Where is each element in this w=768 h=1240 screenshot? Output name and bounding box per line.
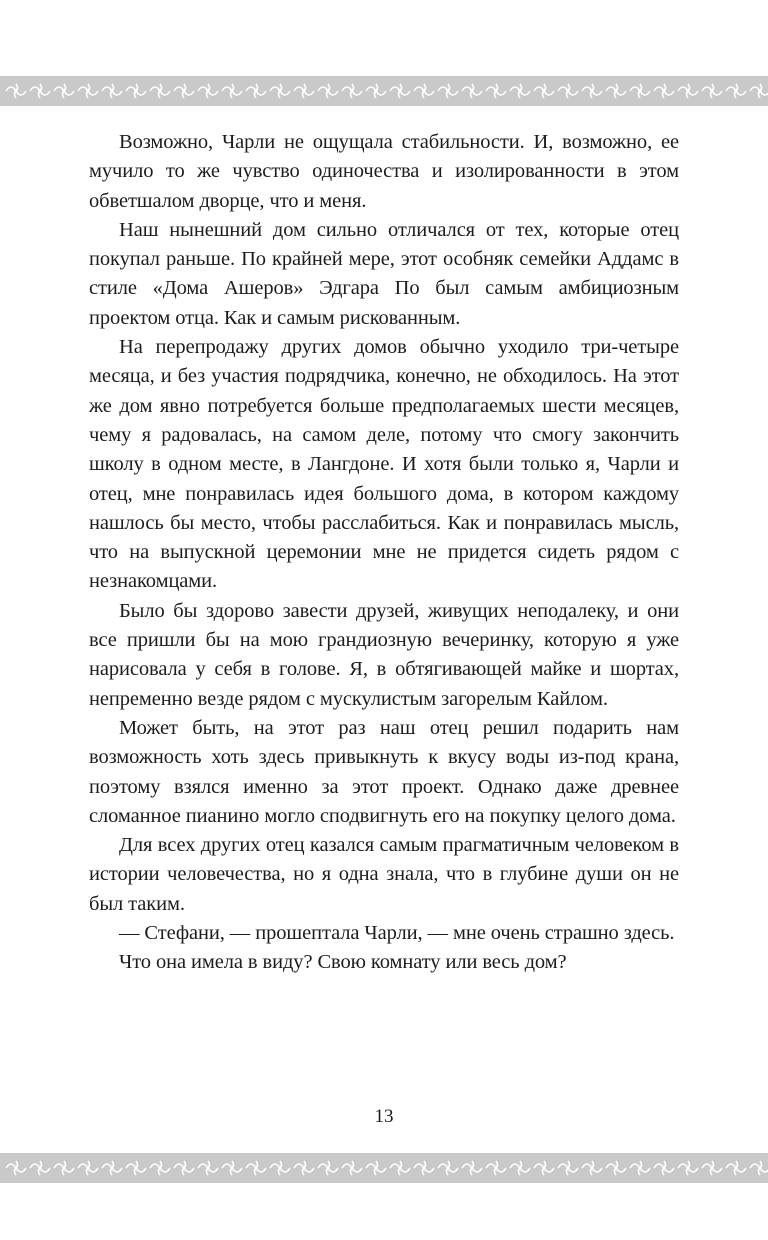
ornament-motif xyxy=(318,1161,338,1175)
ornament-motif xyxy=(222,84,242,98)
ornament-motif xyxy=(438,1161,458,1175)
ornament-motif xyxy=(222,1161,242,1175)
ornament-motif xyxy=(270,84,290,98)
ornament-motif xyxy=(102,84,122,98)
paragraph-6: Для всех других отец казался самым прагматичным человеком в истории человечества, но я одна знала, что в глубине души он не был таким. xyxy=(89,834,679,915)
ornament-motif xyxy=(630,84,650,98)
page-text xyxy=(89,128,679,978)
ornament-motif xyxy=(678,84,698,98)
ornament-motif xyxy=(702,1161,722,1175)
paragraph-3: На перепродажу других домов обычно уходило три-четыре месяца, и без участия подрядчика, конечно, не обходилось. На этот же дом явно потребуется больше предполагаемых шести месяцев, чему я радовалась, на самом деле, потому что смогу закончить школу в одном месте, в Лангдоне. И хотя были только я, Чарли и отец, мне понравилась идея большого дома, в котором каждому нашлось бы место, чтобы расслабиться. Как и понравилась мысль, что на выпускной церемонии мне не придется сидеть рядом с незнакомцами. xyxy=(89,336,679,593)
ornament-motif xyxy=(6,84,26,98)
ornament-motif xyxy=(30,1161,50,1175)
ornament-motif xyxy=(246,84,266,98)
ornament-motif xyxy=(390,1161,410,1175)
ornament-motif xyxy=(54,84,74,98)
ornament-motif xyxy=(462,1161,482,1175)
ornament-motif xyxy=(750,1161,768,1175)
ornament-motif xyxy=(654,1161,674,1175)
ornament-motif xyxy=(726,84,746,98)
ornament-pattern-top xyxy=(0,76,768,106)
ornament-motif xyxy=(126,1161,146,1175)
ornament-motif xyxy=(414,84,434,98)
ornament-motif xyxy=(54,1161,74,1175)
ornament-motif xyxy=(606,1161,626,1175)
ornament-motif xyxy=(510,84,530,98)
ornament-motif xyxy=(558,1161,578,1175)
ornament-motif xyxy=(726,1161,746,1175)
ornament-motif xyxy=(534,84,554,98)
bottom-ornament-border xyxy=(0,1153,768,1183)
paragraph-1: Возможно, Чарли не ощущала стабильности. И, возможно, ее мучило то же чувство одиночества и изолированности в этом обветшалом дворце, что и меня. xyxy=(89,131,679,212)
ornament-motif xyxy=(438,84,458,98)
ornament-motif xyxy=(510,1161,530,1175)
ornament-pattern-bottom xyxy=(0,1153,768,1183)
ornament-motif xyxy=(678,1161,698,1175)
ornament-motif xyxy=(198,84,218,98)
paragraph-7: — Стефани, — прошептала Чарли, — мне очень страшно здесь. xyxy=(119,922,675,945)
paragraph-4: Было бы здорово завести друзей, живущих неподалеку, и они все пришли бы на мою грандиозную вечеринку, которую я уже нарисовала у себя в голове. Я, в обтягивающей майке и шортах, непременно везде рядом с мускулистым загорелым Кайлом. xyxy=(89,599,679,710)
ornament-motif xyxy=(294,1161,314,1175)
ornament-motif xyxy=(630,1161,650,1175)
ornament-motif xyxy=(654,84,674,98)
ornament-motif xyxy=(486,1161,506,1175)
ornament-motif xyxy=(30,84,50,98)
ornament-motif xyxy=(270,1161,290,1175)
ornament-motif xyxy=(750,84,768,98)
ornament-motif xyxy=(174,1161,194,1175)
paragraph-2: Наш нынешний дом сильно отличался от тех, которые отец покупал раньше. По крайней мере, этот особняк семейки Аддамс в стиле «Дома Ашеров» Эдгара По был самым амбициозным проектом отца. Как и самым рискованным. xyxy=(89,218,679,329)
ornament-motif xyxy=(390,84,410,98)
ornament-motif xyxy=(366,84,386,98)
ornament-motif xyxy=(126,84,146,98)
ornament-motif xyxy=(198,1161,218,1175)
ornament-motif xyxy=(462,84,482,98)
ornament-motif xyxy=(78,84,98,98)
ornament-motif xyxy=(246,1161,266,1175)
ornament-motif xyxy=(6,1161,26,1175)
ornament-motif xyxy=(582,1161,602,1175)
ornament-motif xyxy=(78,1161,98,1175)
ornament-motif xyxy=(414,1161,434,1175)
ornament-motif xyxy=(606,84,626,98)
ornament-motif xyxy=(174,84,194,98)
top-ornament-border xyxy=(0,76,768,106)
ornament-motif xyxy=(582,84,602,98)
ornament-motif xyxy=(486,84,506,98)
ornament-motif xyxy=(534,1161,554,1175)
paragraph-8: Что она имела в виду? Свою комнату или весь дом? xyxy=(119,951,567,974)
ornament-motif xyxy=(318,84,338,98)
paragraph-5: Может быть, на этот раз наш отец решил подарить нам возможность хоть здесь привыкнуть к вкусу воды из-под крана, поэтому взялся именно за этот проект. Однако даже древнее сломанное пианино могло сподвигнуть его на покупку целого дома. xyxy=(89,716,679,827)
page-number: 13 xyxy=(374,1106,394,1127)
ornament-motif xyxy=(366,1161,386,1175)
ornament-motif xyxy=(342,84,362,98)
ornament-motif xyxy=(102,1161,122,1175)
ornament-motif xyxy=(294,84,314,98)
ornament-motif xyxy=(150,1161,170,1175)
ornament-motif xyxy=(150,84,170,98)
ornament-motif xyxy=(342,1161,362,1175)
ornament-motif xyxy=(702,84,722,98)
ornament-motif xyxy=(558,84,578,98)
